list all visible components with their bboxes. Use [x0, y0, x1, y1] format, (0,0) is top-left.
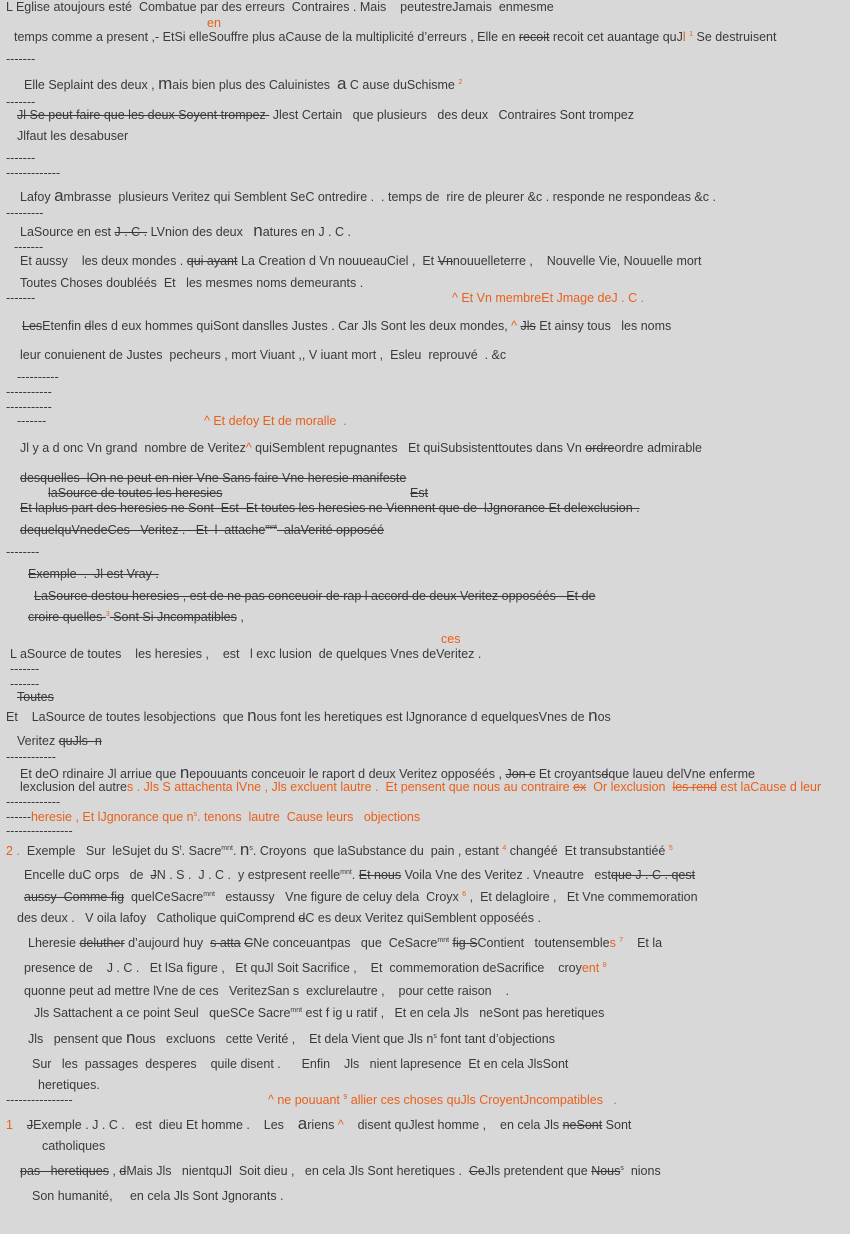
- struck-text: C: [244, 936, 254, 950]
- text-run: -------: [14, 240, 44, 254]
- text-run: [13, 1118, 27, 1132]
- text-run: Veritez: [17, 734, 59, 748]
- text-run: Contient toutensemble: [477, 936, 610, 950]
- insertion-text: allier ces choses quJls CroyentJncompatibles .: [347, 1093, 617, 1107]
- insertion-text: s . Jls S attachenta lVne , Jls excluent lautre . Et pensent que nous au contraire: [127, 780, 574, 794]
- struck-text: fig S: [452, 936, 478, 950]
- transcription-line: [32, 1057, 568, 1071]
- transcription-line: [17, 734, 102, 748]
- insertion-text: 1: [6, 1118, 13, 1132]
- text-run: . Sacre: [181, 844, 222, 858]
- transcription-line: [6, 810, 420, 824]
- struck-text: desquelles lOn ne peut en nier Vne Sans faire Vne heresie manifeste: [20, 471, 407, 485]
- transcription-line: [24, 984, 509, 998]
- text-run: ordre admirable: [614, 441, 702, 455]
- text-run: nouuelleterre , Nouvelle Vie, Nouuelle mort: [452, 254, 702, 268]
- transcription-line: [32, 1189, 284, 1203]
- struck-text: Exemple . Jl est Vray .: [28, 567, 159, 581]
- transcription-line: [28, 567, 159, 581]
- text-run: Voila Vne des Veritez . Vneautre est: [401, 868, 611, 882]
- text-run: Jl y a d onc Vn grand nombre de Veritez: [20, 441, 246, 455]
- transcription-line: [6, 1114, 632, 1133]
- struck-text: Sont Si Jncompatibles: [109, 610, 237, 624]
- text-run: -------: [6, 291, 36, 305]
- text-run: Elle Seplaint des deux ,: [24, 78, 159, 92]
- transcription-line: [410, 486, 428, 500]
- text-run: mnt: [221, 844, 233, 852]
- transcription-line: [20, 221, 351, 240]
- insertion-text: ^: [511, 319, 518, 333]
- text-run: atures en J . C .: [262, 225, 351, 239]
- text-run: estaussy Vne figure de celuy dela Croyx: [214, 890, 463, 904]
- struck-text: qui ayant: [186, 254, 238, 268]
- transcription-line: [6, 385, 52, 399]
- transcription-line: [34, 589, 595, 603]
- transcription-line: [6, 52, 35, 66]
- text-run: s: [433, 1032, 437, 1040]
- transcription-line: [20, 254, 701, 268]
- text-run: mnt: [437, 936, 450, 944]
- note-marker: 9: [343, 1093, 348, 1101]
- text-run: -------------: [6, 795, 61, 809]
- text-run: ----------------: [6, 824, 73, 838]
- text-run: .: [351, 868, 359, 882]
- text-run: ------: [6, 810, 31, 824]
- transcription-line: [24, 890, 698, 904]
- struck-text: aussy Comme fig: [24, 890, 125, 904]
- transcription-line: [6, 291, 35, 305]
- text-run: changéé Et transubstantiéé: [506, 844, 669, 858]
- text-run: m: [158, 74, 173, 93]
- struck-text: J: [150, 868, 157, 882]
- text-run: des deux . V oila lafoy Catholique quiComprend: [17, 911, 299, 925]
- text-run: quiSemblent repugnantes Et quiSubsistenttoutes dans Vn: [251, 441, 586, 455]
- struck-text: d: [601, 767, 609, 781]
- transcription-line: [14, 240, 43, 254]
- transcription-line: [20, 471, 406, 485]
- struck-text: ex: [573, 780, 587, 794]
- text-run: Exemple . J . C . est dieu Et homme . Les: [33, 1118, 298, 1132]
- struck-text: Vn: [437, 254, 453, 268]
- struck-text: J: [26, 1118, 34, 1132]
- text-run: -------: [6, 151, 36, 165]
- transcription-line: [6, 400, 52, 414]
- text-run: les d eux hommes quiSont danslles Justes . Car Jls Sont les deux mondes,: [91, 319, 512, 333]
- transcription-line: [6, 750, 56, 764]
- transcription-line: [20, 186, 716, 205]
- note-marker: s: [193, 810, 198, 818]
- text-run: -------: [6, 52, 36, 66]
- text-run: a: [54, 186, 64, 205]
- transcription-line: [22, 319, 671, 333]
- struck-text: deluther: [79, 936, 125, 950]
- text-run: ,: [236, 610, 244, 624]
- text-run: n: [125, 1028, 136, 1047]
- transcription-line: [204, 414, 347, 428]
- text-run: Jlest Certain que plusieurs des deux Contraires Sont trompez: [269, 108, 634, 122]
- struck-text: mnt: [265, 523, 277, 531]
- insertion-text: ent: [581, 961, 600, 975]
- transcription-line: [38, 1078, 100, 1092]
- text-run: ous excluons cette Verité , Et dela Vient que Jls n: [135, 1032, 434, 1046]
- text-run: presence de J . C . Et lSa figure , Et quJl Soit Sacrifice , Et commemoration deSacrifice croy: [24, 961, 582, 975]
- transcription-line: [42, 1139, 105, 1153]
- transcription-line: [24, 74, 463, 93]
- insertion-text: est laCause d leur: [716, 780, 822, 794]
- text-run: Ne conceuantpas que CeSacre: [253, 936, 438, 950]
- text-run: font tant d’objections: [436, 1032, 555, 1046]
- text-run: a: [336, 74, 347, 93]
- text-run: Jls Sattachent a ce point Seul queSCe Sacre: [34, 1006, 291, 1020]
- text-run: Jls pensent que: [28, 1032, 126, 1046]
- transcription-line: [10, 662, 39, 676]
- text-run: os: [597, 710, 611, 724]
- transcription-line: [17, 129, 128, 143]
- struck-text: J . C .: [114, 225, 148, 239]
- text-run: temps comme a present ,- EtSi elleSouffre plus aCause de la multiplicité d’erreurs , Elle en: [14, 30, 519, 44]
- text-run: catholiques: [42, 1139, 106, 1153]
- text-run: LVnion des deux: [147, 225, 254, 239]
- note-marker: 6: [462, 890, 467, 898]
- transcription-line: [48, 486, 222, 500]
- transcription-line: [17, 370, 59, 384]
- text-run: Et deO rdinaire Jl arriue que: [20, 767, 180, 781]
- text-run: -----------: [6, 385, 52, 399]
- transcription-line: [6, 706, 611, 725]
- insertion-text: . tenons lautre Cause leurs objections: [197, 810, 421, 824]
- struck-text: Jl Se peut faire que les deux Soyent trompez: [17, 108, 270, 122]
- transcription-line: [28, 1028, 555, 1047]
- text-run: --------: [6, 545, 40, 559]
- text-run: ais bien plus des Caluinistes: [172, 78, 337, 92]
- struck-text: Ce: [468, 1164, 485, 1178]
- transcription-line: [20, 1164, 661, 1178]
- text-run: s: [620, 1164, 624, 1172]
- text-run: Lheresie: [28, 936, 80, 950]
- struck-text: Jls: [520, 319, 536, 333]
- struck-text: alaVerité opposéé: [276, 523, 384, 537]
- note-marker: 2: [458, 78, 463, 86]
- struck-text: Jon c: [505, 767, 536, 781]
- note-marker: 8: [602, 961, 607, 969]
- struck-text: s atta: [210, 936, 241, 950]
- text-run: ---------: [6, 206, 44, 220]
- insertion-text: heresie , Et lJgnorance que n: [30, 810, 194, 824]
- text-run: n: [588, 706, 598, 725]
- text-run: lexclusion del autre: [20, 780, 128, 794]
- transcription-line: [207, 16, 221, 30]
- text-run: s: [249, 844, 253, 852]
- transcription-line: [20, 276, 363, 290]
- text-run: Etenfin: [42, 319, 85, 333]
- transcription-line: [20, 780, 821, 794]
- text-run: Jls pretendent que: [484, 1164, 592, 1178]
- text-run: disent quJlest homme , en cela Jls: [343, 1118, 563, 1132]
- text-run: Jlfaut les desabuser: [17, 129, 129, 143]
- insertion-text: ^ ne pouuant: [268, 1093, 344, 1107]
- text-run: ----------: [17, 370, 59, 384]
- text-run: -------: [6, 95, 36, 109]
- struck-text: dequelquVnedeCes Veritez . Et l attache: [20, 523, 266, 537]
- text-run: riens: [307, 1118, 338, 1132]
- struck-text: Toutes: [17, 690, 54, 704]
- text-run: que laueu delVne enferme: [608, 767, 755, 781]
- text-run: mnt: [340, 868, 352, 876]
- text-run: Lafoy: [20, 190, 55, 204]
- text-run: . Croyons que laSubstance du pain , estant: [252, 844, 503, 858]
- struck-text: d: [119, 1164, 127, 1178]
- text-run: n: [239, 840, 250, 859]
- transcription-line: [24, 961, 607, 975]
- transcription-line: [6, 545, 39, 559]
- text-run: , Et delagloire , Et Vne commemoration: [466, 890, 698, 904]
- text-run: Son humanité, en cela Jls Sont Jgnorants .: [32, 1189, 284, 1203]
- text-run: est f ig u ratif , Et en cela Jls neSont pas heretiques: [302, 1006, 605, 1020]
- transcription-line: [10, 647, 481, 661]
- text-run: L aSource de toutes les heresies , est l exc lusion de quelques Vnes deVeritez .: [10, 647, 482, 661]
- transcription-line: [34, 1006, 604, 1020]
- note-marker: 3: [105, 610, 110, 618]
- struck-text: laSource de toutes les heresies: [48, 486, 223, 500]
- text-run: quelCeSacre: [124, 890, 204, 904]
- struck-text: Et nous: [358, 868, 402, 882]
- transcription-line: [10, 677, 39, 691]
- transcription-line: [17, 690, 54, 704]
- transcription-line: [17, 911, 541, 925]
- insertion-text: 2 .: [6, 844, 20, 858]
- text-run: recoit cet auantage quJ: [549, 30, 683, 44]
- text-run: Mais Jls nientquJl Soit dieu , en cela Jls Sont heretiques .: [126, 1164, 469, 1178]
- struck-text: d: [84, 319, 92, 333]
- text-run: N . S . J . C . y estpresent reelle: [156, 868, 341, 882]
- text-run: -------------: [6, 166, 61, 180]
- transcription-line: [6, 0, 554, 14]
- text-run: leur conuienent de Justes pecheurs , mort Viuant ,, V iuant mort , Esleu reprouvé . &c: [20, 348, 507, 362]
- struck-text: que J . C . qest: [611, 868, 696, 882]
- insertion-text: en: [207, 16, 221, 30]
- note-marker: 1: [689, 30, 694, 38]
- text-run: Toutes Choses doubléés Et les mesmes noms demeurants .: [20, 276, 364, 290]
- insertion-text: Or lexclusion: [586, 780, 673, 794]
- text-run: L Eglise atoujours esté Combatue par des erreurs Contraires . Mais peutestreJamais enmesme: [6, 0, 554, 14]
- text-run: mbrasse plusieurs Veritez qui Semblent SeC ontredire . . temps de rire de pleurer &c . responde ne respondeas &c .: [63, 190, 716, 204]
- text-run: -------: [17, 414, 47, 428]
- text-run: nions: [623, 1164, 661, 1178]
- text-run: Et LaSource de toutes lesobjections que: [6, 710, 248, 724]
- text-run: ----------------: [6, 1093, 73, 1107]
- transcription-line: [6, 95, 35, 109]
- transcription-line: [20, 501, 640, 515]
- text-run: C es deux Veritez quiSemblent opposéés .: [305, 911, 541, 925]
- transcription-line: [6, 1093, 73, 1107]
- text-run: Sur les passages desperes quile disent . Enfin Jls nient lapresence Et en cela JlsSont: [32, 1057, 569, 1071]
- note-marker: 7: [619, 936, 624, 944]
- text-run: heretiques.: [38, 1078, 100, 1092]
- struck-text: d: [298, 911, 306, 925]
- text-run: Et ainsy tous les noms: [535, 319, 672, 333]
- insertion-text: s: [609, 936, 616, 950]
- transcription-line: [452, 291, 644, 305]
- struck-text: LaSource destou heresies , est de ne pas conceuoir de rap l accord de deux Veritez opposéés Et de: [34, 589, 596, 603]
- insertion-text: ces: [441, 632, 461, 646]
- struck-text: ordre: [585, 441, 615, 455]
- transcription-line: [20, 523, 384, 537]
- transcription-line: [6, 824, 73, 838]
- text-run: Sont: [602, 1118, 632, 1132]
- struck-text: Les: [22, 319, 43, 333]
- text-run: quonne peut ad mettre lVne de ces VeritezSan s exclurelautre , pour cette raison .: [24, 984, 509, 998]
- struck-text: les rend: [672, 780, 717, 794]
- text-run: Et aussy les deux mondes .: [20, 254, 187, 268]
- struck-text: pas heretiques: [20, 1164, 109, 1178]
- transcription-line: [28, 936, 662, 950]
- text-run: Encelle duC orps de: [24, 868, 151, 882]
- text-run: ,: [108, 1164, 120, 1178]
- transcription-line: [6, 151, 35, 165]
- transcription-line: [14, 30, 776, 44]
- text-run: a: [297, 1114, 308, 1133]
- transcription-line: [6, 166, 60, 180]
- text-run: Exemple Sur leSujet du S: [19, 844, 180, 858]
- text-run: ------------: [6, 750, 56, 764]
- text-run: mnt: [203, 890, 215, 898]
- text-run: -------: [10, 677, 40, 691]
- text-run: LaSource en est: [20, 225, 115, 239]
- transcription-line: [28, 610, 244, 624]
- transcription-line: [17, 108, 634, 122]
- text-run: C ause duSchisme: [346, 78, 459, 92]
- transcription-line: [20, 348, 506, 362]
- transcription-line: [6, 206, 43, 220]
- transcription-line: [6, 840, 673, 859]
- insertion-text: ^ Et Vn membreEt Jmage deJ . C .: [452, 291, 645, 305]
- struck-text: Nous: [591, 1164, 621, 1178]
- text-run: t: [179, 844, 182, 852]
- transcription-line: [24, 868, 695, 882]
- text-run: -------: [10, 662, 40, 676]
- transcription-line: [441, 632, 460, 646]
- transcription-line: [20, 763, 755, 782]
- note-marker: 4: [502, 844, 507, 852]
- text-run: La Creation d Vn nouueauCiel , Et: [237, 254, 438, 268]
- transcription-line: [268, 1093, 617, 1107]
- text-run: -----------: [6, 400, 52, 414]
- struck-text: recoit: [518, 30, 550, 44]
- struck-text: Et laplus part des heresies ne Sont Est Et toutes les heresies ne Viennent que de lJgnorance Et delexclusion .: [20, 501, 640, 515]
- text-run: mnt: [290, 1006, 303, 1014]
- insertion-text: ^: [337, 1118, 344, 1132]
- insertion-text: ^: [245, 441, 252, 455]
- note-marker: 5: [668, 844, 673, 852]
- text-run: Et croyants: [535, 767, 602, 781]
- text-run: ous font les heretiques est lJgnorance d equelquesVnes de: [256, 710, 589, 724]
- text-run: d’aujourd huy: [124, 936, 211, 950]
- transcription-line: [6, 795, 60, 809]
- insertion-text: l: [682, 30, 686, 44]
- struck-text: croire quelles: [28, 610, 106, 624]
- insertion-text: ^ Et defoy Et de moralle .: [204, 414, 347, 428]
- struck-text: quJls n: [58, 734, 102, 748]
- struck-text: Est: [410, 486, 429, 500]
- text-run: Et la: [623, 936, 663, 950]
- transcription-line: [20, 441, 702, 455]
- text-run: n: [179, 763, 190, 782]
- text-run: .: [232, 844, 240, 858]
- text-run: Se destruisent: [693, 30, 777, 44]
- text-run: n: [247, 706, 257, 725]
- transcription-line: [17, 414, 46, 428]
- text-run: epouuants conceuoir le raport d deux Veritez opposéés ,: [189, 767, 506, 781]
- struck-text: neSont: [562, 1118, 603, 1132]
- text-run: n: [253, 221, 263, 240]
